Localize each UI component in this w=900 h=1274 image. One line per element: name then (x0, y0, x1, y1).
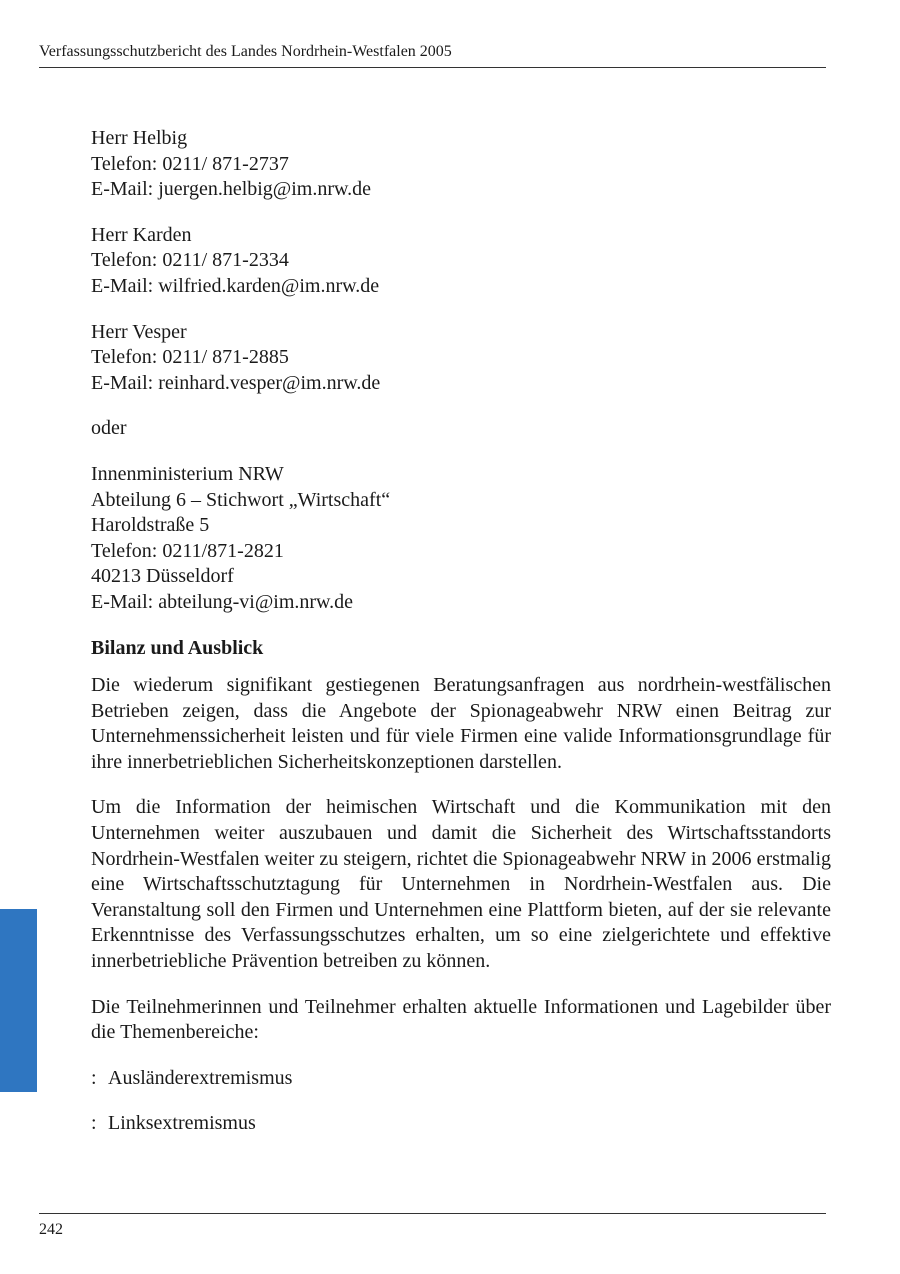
address-line: Telefon: 0211/871-2821 (91, 539, 284, 562)
contact-email: E-Mail: wilfried.karden@im.nrw.de (91, 274, 380, 297)
contact-name: Herr Karden (91, 223, 192, 246)
address-line: E-Mail: abteilung-vi@im.nrw.de (91, 590, 354, 613)
contact-block (91, 320, 831, 397)
list-item-text: Linksextremismus (108, 1112, 256, 1135)
page-content (91, 126, 831, 1157)
contact-email: E-Mail: reinhard.vesper@im.nrw.de (91, 371, 381, 394)
body-paragraph: Die Teilnehmerinnen und Teilnehmer erhalten aktuelle Informationen und Lagebilder über die Themenbereiche: (91, 995, 831, 1044)
contact-email: E-Mail: juergen.helbig@im.nrw.de (91, 178, 372, 201)
bullet-marker: : (91, 1112, 97, 1135)
footer-rule (39, 1213, 826, 1214)
chapter-tab-marker (0, 909, 37, 1092)
address-line: Innenministerium NRW (91, 462, 284, 485)
list-item-text: Ausländerextremismus (108, 1066, 293, 1089)
body-paragraph: Die wiederum signifikant gestiegenen Beratungsanfragen aus nordrhein-westfälischen Betrieben zeigen, dass die Angebote der Spionageabwehr NRW einen Beitrag zur Unternehmenssicherheit leisten und für viele Firmen eine valide Informationsgrundlage für ihre innerbetrieblichen Sicherheitskonzeptionen darstellen. (91, 674, 831, 773)
contact-phone: Telefon: 0211/ 871-2737 (91, 152, 289, 175)
running-header: Verfassungsschutzbericht des Landes Nordrhein-Westfalen 2005 (39, 43, 452, 60)
contact-block (91, 223, 831, 300)
list-item (91, 1111, 831, 1137)
contact-phone: Telefon: 0211/ 871-2885 (91, 346, 289, 369)
list-item (91, 1066, 831, 1092)
contact-name: Herr Vesper (91, 320, 187, 343)
address-line: Haroldstraße 5 (91, 514, 210, 537)
section-heading: Bilanz und Ausblick (91, 636, 264, 659)
page-number: 242 (39, 1221, 63, 1238)
address-line: Abteilung 6 – Stichwort „Wirtschaft“ (91, 488, 391, 511)
address-line: 40213 Düsseldorf (91, 565, 234, 588)
contact-block (91, 126, 831, 203)
body-paragraph: Um die Information der heimischen Wirtschaft und die Kommunikation mit den Unternehmen weiter auszubauen und damit die Sicherheit des Wirtschaftsstandorts Nordrhein-Westfalen weiter zu steigern, richtet die Spionageabwehr NRW in 2006 erstmalig eine Wirtschaftsschutztagung für Unternehmen in Nordrhein-Westfalen aus. Die Veranstaltung soll den Firmen und Unternehmen eine Plattform bieten, auf der sie relevante Erkenntnisse des Verfassungsschutzes erhalten, um so eine zielgerichtete und effektive innerbetriebliche Prävention betreiben zu können. (91, 796, 831, 973)
contact-name: Herr Helbig (91, 127, 188, 149)
address-block (91, 462, 831, 616)
contact-phone: Telefon: 0211/ 871-2334 (91, 249, 289, 272)
header-rule (39, 67, 826, 68)
bullet-marker: : (91, 1066, 97, 1089)
separator-text: oder (91, 417, 127, 440)
